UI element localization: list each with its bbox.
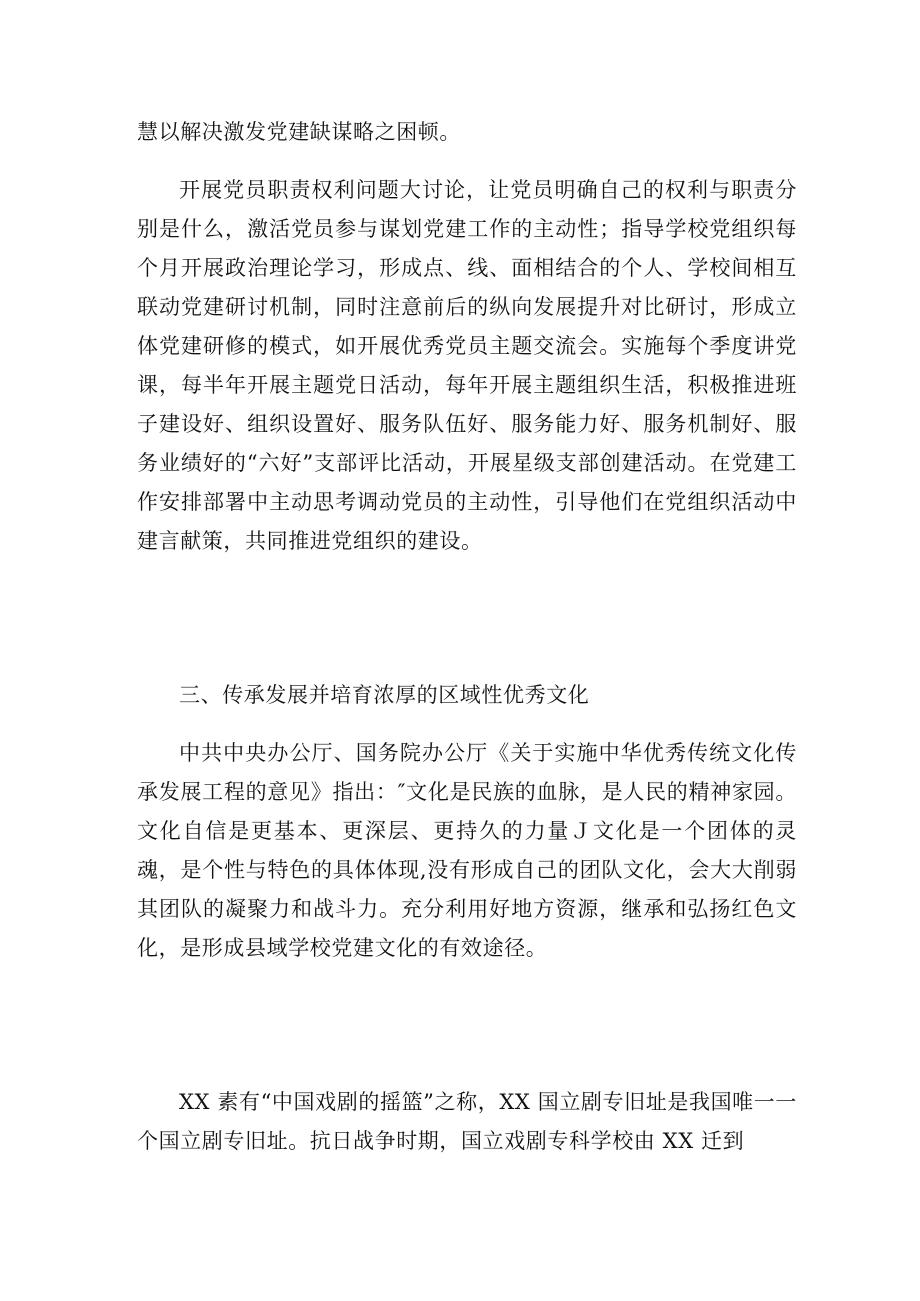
- paragraph-party-member-duties: 开展党员职责权利问题大讨论，让党员明确自己的权利与职责分别是什么，激活党员参与谋划党建工作的主动性；指导学校党组织每个月开展政治理论学习，形成点、线、面相结合的个人、学校间相互联动党建研讨机制，同时注意前后的纵向发展提升对比研讨，形成立体党建研修的模式，如开展优秀党员主题交流会。实施每个季度讲党课，每半年开展主题党日活动，每年开展主题组织生活，积极推进班子建设好、组织设置好、服务队伍好、服务能力好、服务机制好、服务业绩好的“六好”支部评比活动，开展星级支部创建活动。在党建工作安排部署中主动思考调动党员的主动性，引导他们在党组织活动中建言献策，共同推进党组织的建设。: [137, 178, 797, 553]
- paragraph-continuation: 慧以解决激发党建缺谋略之困顿。: [137, 120, 461, 144]
- paragraph-drama-cradle: XX 素有“中国戏剧的摇篮”之称，XX 国立剧专旧址是我国唯一一个国立剧专旧址。抗日战争时期，国立戏剧专科学校由 XX 迁到: [137, 1090, 797, 1153]
- section-heading-3: 三、传承发展并培育浓厚的区域性优秀文化: [179, 683, 590, 707]
- paragraph-culture-opinion: 中共中央办公厅、国务院办公厅《关于实施中华优秀传统文化传承发展工程的意见》指出：″文化是民族的血脉，是人民的精神家园。文化自信是更基本、更深层、更持久的力量Ｊ文化是一个团体的灵魂，是个性与特色的具体体现,没有形成自己的团队文化，会大大削弱其团队的凝聚力和战斗力。充分利用好地方资源，继承和弘扬红色文化，是形成县域学校党建文化的有效途径。: [137, 741, 797, 960]
